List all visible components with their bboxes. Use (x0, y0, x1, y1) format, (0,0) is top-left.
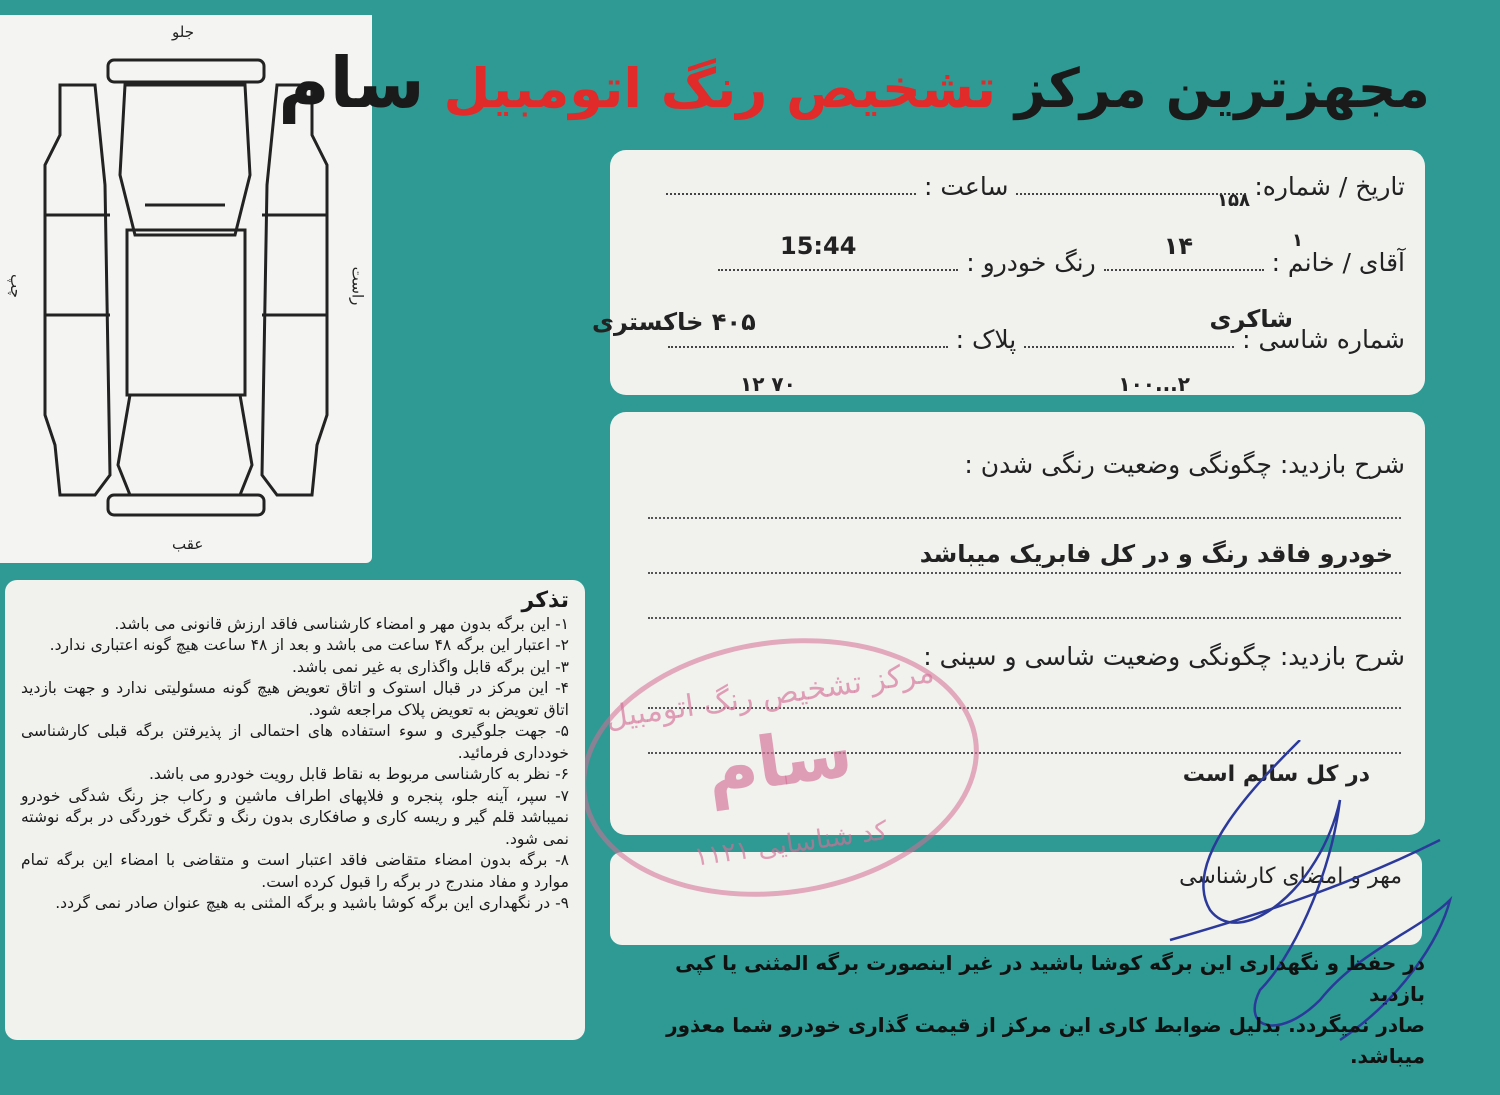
paint-status-value: خودرو فاقد رنگ و در کل فابریک میباشد (919, 540, 1393, 568)
notes-panel (5, 580, 585, 1040)
footer-notice (620, 948, 1425, 1072)
car-color-field (718, 265, 958, 271)
note-item: ۱- این برگه بدون مهر و امضاء کارشناسی فاقد ارزش قانونی می باشد. (114, 614, 569, 633)
note-item: ۳- این برگه قابل واگذاری به غیر نمی باشد. (292, 657, 569, 676)
note-item: ۵- جهت جلوگیری و سوء استفاده های احتمالی از پذیرفتن برگه قبلی کارشناسی خودداری فرمائید. (21, 722, 569, 762)
car-model-color-value: ۴۰۵ خاکستری (592, 308, 756, 336)
customer-info-panel (592, 150, 1425, 396)
note-item: ۲- اعتبار این برگه ۴۸ ساعت می باشد و بعد از ۴۸ ساعت هیچ گونه اعتباری ندارد. (49, 636, 569, 654)
front-label: جلو (172, 23, 194, 41)
stamp-line1: مرکز تشخیص رنگ اتومبیل (603, 654, 937, 736)
rear-label: عقب (172, 535, 204, 553)
footer-line1: در حفظ و نگهداری این برگه کوشا باشید در غیر اینصورت برگه المثنی یا کپی بازدید (675, 951, 1425, 1006)
page-title (278, 42, 1430, 124)
dotted-line (648, 572, 1401, 574)
paint-status-label: شرح بازدید: چگونگی وضعیت رنگی شدن : (964, 450, 1405, 479)
plate-value: ۲...۱۰۰ (1118, 372, 1190, 396)
name-label: آقای / خانم : (1271, 248, 1405, 277)
note-item: ۹- در نگهداری این برگه کوشا باشید و برگه المثنی به هیچ عنوان صادر نمی گردد. (55, 894, 569, 912)
chassis-field (1024, 342, 1234, 348)
chassis-value: شاکری (1209, 305, 1293, 333)
footer-line2: صادر نمیگردد. بدلیل ضوابط کاری این مرکز از قیمت گذاری خودرو شما معذور میباشد. (666, 1013, 1425, 1068)
chassis-status-label: شرح بازدید: چگونگی وضعیت شاسی و سینی : (923, 642, 1405, 671)
note-item: ۷- سپر، آینه جلو، پنجره و فلاپهای اطراف ماشین و رکاب جز رنگ شدگی خودرو نمیباشد قلم گیر و ریسه کاری و صافکاری بدون رنگ و تگرگ خوردگی در برگه نوشته نمی شود. (21, 786, 569, 848)
note-item: ۴- این مرکز در قبال استوک و اتاق تعویض هیچ گونه مسئولیتی ندارد و جهت بازدید اتاق تعویض به تعویض پلاک مراجعه شود. (21, 679, 569, 719)
chassis-status-value: در کل سالم است (1182, 762, 1370, 787)
name-mark: ۱ (1292, 230, 1303, 251)
date-value: ۱۵۸ (1217, 190, 1250, 211)
date-field (1016, 189, 1246, 195)
time-label: ساعت : (924, 172, 1009, 201)
dotted-line (648, 517, 1401, 519)
name-field (1104, 265, 1264, 271)
note-item: ۶- نظر به کارشناسی مربوط به نقاط قابل رویت خودرو می باشد. (148, 765, 569, 783)
stamp-code: کد شناسایی ۱۱۲۱ (692, 815, 890, 873)
date-row (650, 172, 1405, 201)
title-part2: تشخیص رنگ اتومبیل (443, 57, 997, 120)
car-color-label: رنگ خودرو : (966, 248, 1096, 277)
date-label: تاریخ / شماره: (1254, 172, 1405, 201)
plate-field (668, 342, 948, 348)
right-label: راست (348, 266, 367, 306)
title-brand: سام (278, 42, 425, 124)
chassis-label: شماره شاسی : (1242, 325, 1405, 354)
title-part1: مجهزترین مرکز (1014, 57, 1430, 120)
dotted-line (648, 617, 1401, 619)
note-item: ۸- برگه بدون امضاء متقاضی فاقد اعتبار است و متقاضی با امضاء این برگه تمام موارد و مفاد مندرج در برگه را قبول کرده است. (21, 851, 569, 891)
chassis-number-value: ۷۰ ۱۲ (740, 372, 796, 396)
name-row (650, 248, 1405, 277)
time-field (666, 189, 916, 195)
left-label: چپ (7, 273, 26, 299)
notes-title: تذکر (521, 588, 569, 613)
signature-label: مهر و امضای کارشناسی (1179, 864, 1402, 889)
stamp-brand: سام (700, 710, 858, 812)
plate-label: پلاک : (955, 325, 1017, 354)
name-value: ۱۴ (1163, 232, 1193, 260)
time-value: 15:44 (780, 232, 857, 260)
